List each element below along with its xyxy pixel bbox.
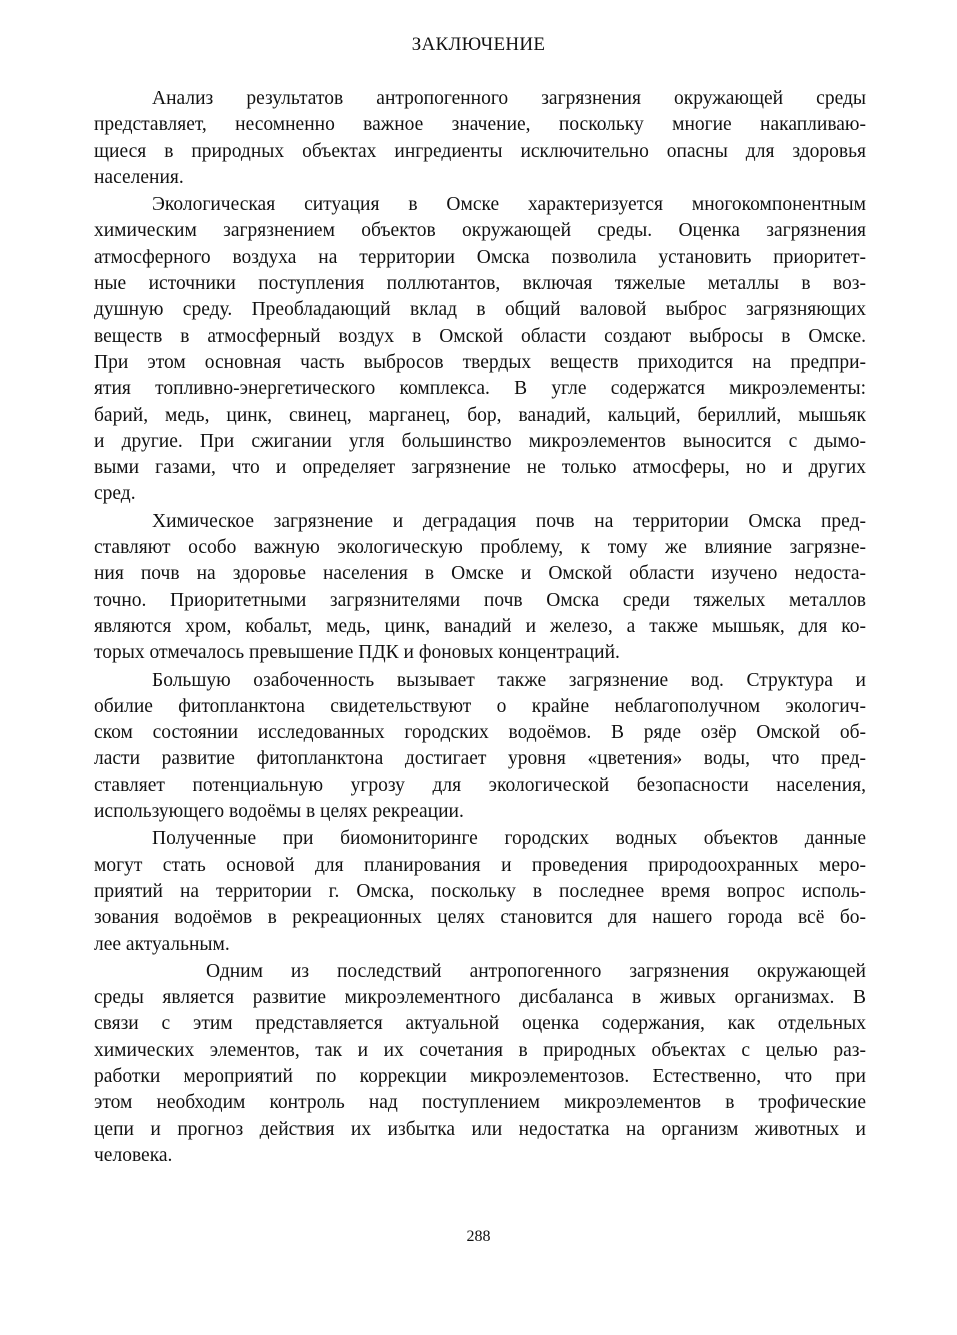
paragraph-3 bbox=[94, 509, 866, 667]
text-line: зования водоёмов в рекреационных целях становится для нашего города всё бо- bbox=[94, 907, 866, 929]
text-line: представляет, несомненно важное значение, поскольку многие накапливаю- bbox=[94, 114, 866, 136]
text-line: лее актуальным. bbox=[94, 933, 230, 955]
text-line: работки мероприятий по коррекции микроэлементозов. Естественно, что при bbox=[94, 1065, 866, 1087]
text-line: выми газами, что и определяет загрязнение не только атмосферы, но и других bbox=[94, 457, 866, 479]
text-line: торых отмечалось превышение ПДК и фоновых концентраций. bbox=[94, 642, 620, 664]
text-line: и другие. При сжигании угля большинство микроэлементов выносится с дымо- bbox=[94, 430, 866, 452]
text-line: Одним из последствий антропогенного загрязнения окружающей bbox=[206, 960, 866, 982]
text-line: могут стать основой для планирования и проведения природоохранных меро- bbox=[94, 854, 866, 876]
paragraph-5 bbox=[94, 826, 866, 957]
text-line: атмосферного воздуха на территории Омска позволила установить приоритет- bbox=[94, 246, 866, 268]
text-line: Большую озабоченность вызывает также загрязнение вод. Структура и bbox=[152, 669, 866, 691]
text-line: ния почв на здоровье населения в Омске и Омской области изучено недоста- bbox=[94, 563, 866, 585]
text-line: При этом основная часть выбросов твердых веществ приходится на предпри- bbox=[94, 351, 866, 373]
text-line: точно. Приоритетными загрязнителями почв Омска среди тяжелых металлов bbox=[94, 589, 866, 611]
text-line: этом необходим контроль над поступлением микроэлементов в трофические bbox=[94, 1092, 866, 1114]
text-line: населения. bbox=[94, 166, 184, 188]
page-title: ЗАКЛЮЧЕНИЕ bbox=[411, 34, 546, 55]
paragraph-2 bbox=[94, 192, 866, 508]
text-line: сред. bbox=[94, 483, 136, 505]
text-line: химических элементов, так и их сочетания в природных объектах с целью раз- bbox=[94, 1039, 866, 1061]
text-line: цепи и прогноз действия их избытка или недостатка на организм животных и bbox=[94, 1118, 866, 1140]
text-line: человека. bbox=[94, 1144, 173, 1166]
text-line: щиеся в природных объектах ингредиенты исключительно опасны для здоровья bbox=[94, 140, 866, 162]
text-line: ятия топливно-энергетического комплекса. В угле содержатся микроэлементы: bbox=[94, 378, 866, 400]
text-line: ставляет потенциальную угрозу для экологической безопасности населения, bbox=[94, 774, 866, 796]
text-line: ласти развитие фитопланктона достигает уровня «цветения» воды, что пред- bbox=[94, 748, 866, 770]
text-line: Химическое загрязнение и деградация почв на территории Омска пред- bbox=[152, 510, 866, 532]
page-number: 288 bbox=[466, 1228, 491, 1245]
body-text bbox=[94, 86, 866, 1169]
text-line: использующего водоёмы в целях рекреации. bbox=[94, 801, 464, 823]
text-line: приятий на территории г. Омска, поскольку в последнее время вопрос исполь- bbox=[94, 880, 866, 902]
text-line: барий, медь, цинк, свинец, марганец, бор, ванадий, кальций, бериллий, мышьяк bbox=[94, 404, 866, 426]
text-line: среды является развитие микроэлементного дисбаланса в живых организмах. В bbox=[94, 987, 866, 1009]
text-line: ставляют особо важную экологическую проблему, к тому же влияние загрязне- bbox=[94, 537, 866, 559]
text-line: обилие фитопланктона свидетельствуют о крайне неблагополучном экологич- bbox=[94, 695, 866, 717]
text-line: химическим загрязнением объектов окружающей среды. Оценка загрязнения bbox=[94, 220, 866, 242]
text-line: ные источники поступления поллютантов, включая тяжелые металлы в воз- bbox=[94, 273, 866, 295]
paragraph-6 bbox=[94, 959, 866, 1169]
paragraph-1 bbox=[94, 86, 866, 191]
paragraph-4 bbox=[94, 668, 866, 826]
text-line: являются хром, кобальт, медь, цинк, ванадий и железо, а также мышьяк, для ко- bbox=[94, 615, 866, 637]
text-line: связи с этим представляется актуальной оценка содержания, как отдельных bbox=[94, 1013, 866, 1035]
text-line: Анализ результатов антропогенного загрязнения окружающей среды bbox=[152, 88, 866, 109]
text-line: душную среду. Преобладающий вклад в общий валовой выброс загрязняющих bbox=[94, 299, 866, 321]
text-line: Экологическая ситуация в Омске характеризуется многокомпонентным bbox=[152, 194, 866, 216]
text-line: Полученные при биомониторинге городских водных объектов данные bbox=[152, 828, 866, 850]
text-line: ском состоянии исследованных городских водоёмов. В ряде озёр Омской об- bbox=[94, 722, 866, 744]
text-line: веществ в атмосферный воздух в Омской области создают выбросы в Омске. bbox=[94, 325, 866, 347]
